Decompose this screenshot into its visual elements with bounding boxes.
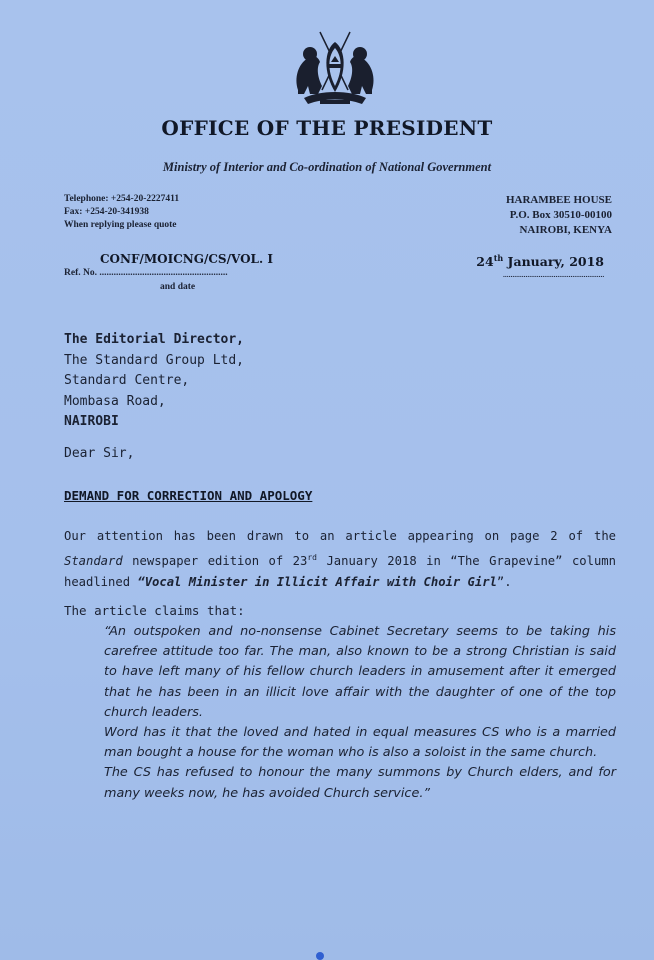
letter-date: 24th January, 2018 [476,253,604,270]
reference-code: CONF/MOICNG/CS/VOL. I [100,252,273,266]
address-line: P.O. Box 30510-00100 [509,209,612,221]
body-paragraph: Our attention has been drawn to an article appearing on page 2 of the Standard newspaper edition of 23rd January 2018 in “The Grapevine” column headlined “Vocal Minister in Illicit Affair with Choir Girl”. [64,529,616,590]
claims-intro: The article claims that: [64,603,245,618]
addressee-line: The Editorial Director, [64,332,245,347]
reply-note: When replying please quote [64,220,177,230]
reference-label: Ref. No. ...................................................... [64,268,228,278]
quote-paragraph: The CS has refused to honour the many summons by Church elders, and for many weeks now, he has avoided Church service.” [104,765,616,801]
postal-address [506,193,612,238]
fax-line: Fax: +254-20-341938 [64,207,149,217]
addressee-line: Standard Centre, [64,373,190,388]
quote-paragraph: Word has it that the loved and hated in equal measures CS who is a married man bought a house for the woman who is also a soloist in the same church. [104,725,616,761]
page-indicator-dot [316,952,324,960]
address-line: NAIROBI, KENYA [519,224,612,236]
addressee-line: The Standard Group Ltd, [64,352,245,368]
addressee-block [64,330,244,433]
and-date-label: and date [160,282,196,292]
quote-paragraph: “An outspoken and no-nonsense Cabinet Secretary seems to be taking his carefree attitude too far. The man, also known to be a strong Christian is said to have left many of his fellow church leaders in amusement after it emerged that he has been in an illicit love affair with the daughter of one of the top church leaders. [104,624,616,720]
kenya-coat-of-arms-icon [290,28,380,108]
address-line: HARAMBEE HOUSE [505,194,612,206]
addressee-line: Mombasa Road, [64,393,166,409]
addressee-line: NAIROBI [64,414,119,429]
office-title: OFFICE OF THE PRESIDENT [161,116,493,140]
subject-heading: DEMAND FOR CORRECTION AND APOLOGY [64,488,313,503]
ministry-name: Ministry of Interior and Co-ordination of National Government [162,160,492,174]
telephone-line: Telephone: +254-20-2227411 [64,194,180,204]
quoted-article [104,622,616,804]
date-dotted-line: ...................................................... [502,270,604,280]
contact-block [64,193,179,232]
salutation: Dear Sir, [64,446,135,461]
